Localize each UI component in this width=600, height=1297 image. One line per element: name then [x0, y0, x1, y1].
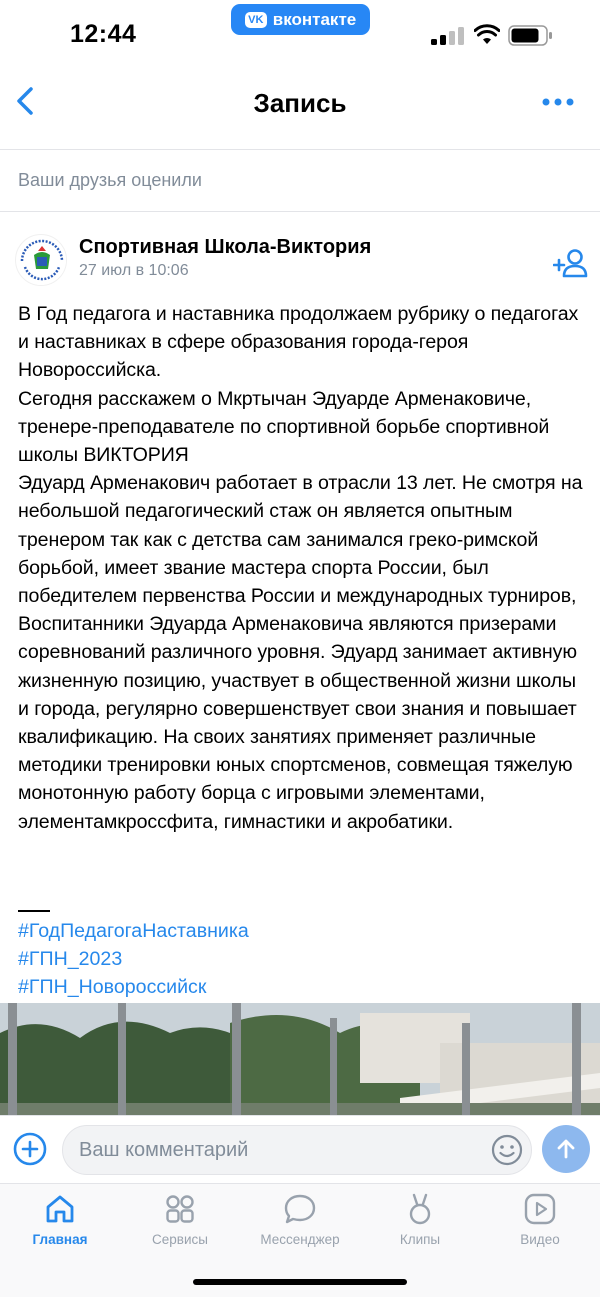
messenger-icon — [283, 1192, 317, 1226]
post-date: 27 июл в 10:06 — [79, 262, 189, 279]
hashtag-link[interactable]: #ГПН_2023 — [18, 948, 123, 971]
send-button[interactable] — [542, 1125, 590, 1173]
arrow-up-icon — [554, 1137, 578, 1161]
photo-image — [0, 1003, 600, 1128]
post-author[interactable]: Спортивная Школа-Виктория — [79, 236, 372, 258]
comment-bar — [0, 1115, 600, 1183]
vk-logo-icon: VK — [245, 12, 267, 28]
emoji-icon[interactable] — [491, 1134, 523, 1166]
home-icon — [43, 1192, 77, 1226]
avatar[interactable] — [15, 234, 67, 286]
add-attachment-icon[interactable] — [13, 1132, 47, 1166]
services-icon — [163, 1192, 197, 1226]
hashtags — [18, 917, 249, 1002]
add-friend-icon[interactable] — [553, 248, 589, 278]
tab-clips-label: Клипы — [399, 1232, 441, 1247]
page-title: Запись — [253, 88, 347, 118]
battery-icon — [508, 25, 553, 46]
status-time: 12:44 — [70, 20, 137, 48]
hashtag-link[interactable]: #ГодПедагогаНаставника — [18, 920, 249, 942]
signal-icon — [431, 27, 465, 45]
comment-input[interactable] — [62, 1125, 532, 1175]
home-indicator — [193, 1279, 407, 1285]
tab-home-label: Главная — [32, 1232, 88, 1247]
school-logo-icon — [16, 235, 67, 286]
tab-video[interactable] — [480, 1192, 600, 1247]
tab-messenger-label: Мессенджер — [260, 1232, 340, 1247]
tab-home[interactable] — [0, 1192, 120, 1247]
vk-app-badge-label: вконтакте — [272, 9, 357, 29]
wifi-icon — [474, 24, 500, 46]
tab-video-label: Видео — [520, 1232, 560, 1247]
clips-icon — [403, 1192, 437, 1226]
tab-clips[interactable] — [360, 1192, 480, 1247]
vk-app-badge[interactable] — [231, 4, 370, 35]
tab-messenger[interactable] — [240, 1192, 360, 1247]
friends-rated-label[interactable]: Ваши друзья оценили — [0, 150, 600, 212]
text-divider — [18, 910, 50, 912]
post-text: В Год педагога и наставника продолжаем рубрику о педагогах и наставниках в сфере образования города-героя Новороссийска. Сегодня расскажем о Мкртычан Эдуарде Арменаковиче, тренере-преподавателе по спортивной борьбе спортивной школы ВИКТОРИЯ Эдуард Арменакович работает в отрасли 13 лет. Не смотря на небольшой педагогический стаж он является опытным тренером так как с детства сам занимался греко-римской борьбой, имеет звание мастера спорта России, был победителем первенства России и международных турниров, Воспитанники Эдуарда Арменаковича являются призерами соревнований различного уровня. Эдуард занимает активную жизненную позицию, участвует в общественной жизни школы и города, регулярно совершенствует свои знания и повышает квалификацию. На своих занятиях применяет различные методики тренировки юных спортсменов, совмещая тяжелую монотонную работу борца с игровыми элементами, элементамкроссфита, гимнастики и акробатики. — [18, 303, 583, 833]
hashtag-link[interactable]: #ГПН_Новороссийск — [18, 976, 207, 999]
more-dots-icon[interactable] — [540, 90, 576, 114]
navigation-bar — [0, 70, 600, 150]
video-icon — [523, 1192, 557, 1226]
post-photo[interactable] — [0, 1003, 600, 1128]
tab-services[interactable] — [120, 1192, 240, 1247]
post-header — [0, 212, 600, 292]
tab-services-label: Сервисы — [152, 1232, 208, 1247]
status-bar — [0, 0, 600, 70]
